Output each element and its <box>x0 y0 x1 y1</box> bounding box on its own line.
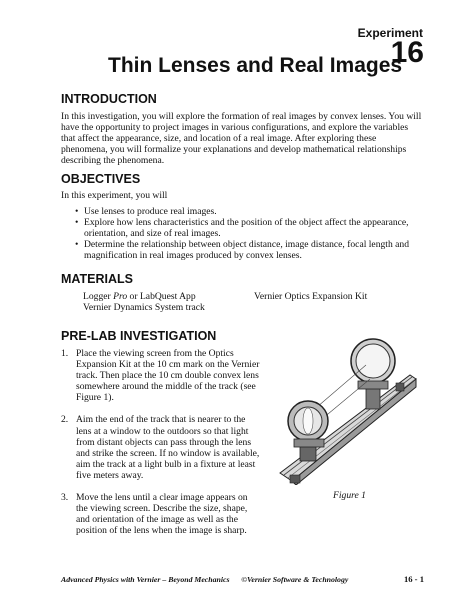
introduction-text: In this investigation, you will explore the formation of real images by convex lenses. You will have the opportunity to project images in various configurations, and explore the variables that affect the appearance, size, and location of a real image. After exploring these phenomena, you will formalize your explanations and develop mathematical relationships describing the phenomena. <box>61 111 422 167</box>
list-item: • Determine the relationship between object distance, image distance, focal length and magnification in real images produced by convex lenses. <box>75 239 409 262</box>
objective-text: Explore how lens characteristics and the position of the object affect the appearance, orientation, and size of real images. <box>84 217 409 240</box>
list-item <box>61 414 261 481</box>
step-number: 3. <box>61 492 69 504</box>
objectives-heading: OBJECTIVES <box>61 172 141 186</box>
step-number: 2. <box>61 414 69 426</box>
materials-heading: MATERIALS <box>61 272 133 286</box>
experiment-number: 16 <box>390 36 424 69</box>
footer-text: Advanced Physics with Vernier – Beyond Mechanics ©Vernier Software & Technology <box>61 575 349 584</box>
introduction-heading: INTRODUCTION <box>61 92 157 106</box>
page-title: Thin Lenses and Real Images <box>108 54 403 77</box>
optics-track-figure <box>270 335 420 485</box>
objectives-lead: In this experiment, you will <box>61 190 168 201</box>
list-item: • Explore how lens characteristics and the position of the object affect the appearance, orientation, and size of real images. <box>75 217 409 240</box>
list-item: • Use lenses to produce real images. <box>75 206 217 217</box>
page-number: 16 - 1 <box>403 574 424 584</box>
materials-item: Vernier Optics Expansion Kit <box>254 291 368 302</box>
step-number: 1. <box>61 348 69 359</box>
experiment-label: Experiment <box>357 26 423 40</box>
objectives-list <box>61 206 423 261</box>
materials-item: Logger Pro or LabQuest App <box>83 291 196 302</box>
objective-text: Use lenses to produce real images. <box>84 206 217 217</box>
materials-item: Vernier Dynamics System track <box>83 302 205 313</box>
figure-caption: Figure 1 <box>333 490 366 501</box>
prelab-heading: PRE-LAB INVESTIGATION <box>61 329 217 343</box>
step-text: Place the viewing screen from the Optics Expansion Kit at the 10 cm mark on the Vernier track. Then place the 10 cm double convex lens somewhere around the middle of the track (see Figure 1). <box>76 348 260 404</box>
list-item <box>61 492 261 536</box>
objective-text: Determine the relationship between object distance, image distance, focal length and magnification in real images produced by convex lenses. <box>84 239 409 262</box>
prelab-steps <box>61 348 261 536</box>
list-item <box>61 348 261 403</box>
step-text: Move the lens until a clear image appears on the viewing screen. Describe the size, shape, and orientation of the image as well as the position of the lens when the image is sharp. <box>76 492 248 537</box>
step-text: Aim the end of the track that is nearer to the lens at a window to the outdoors so that light from distant objects can pass through the lens and strike the screen. If no window is available, aim the track at a light bulb in a fixture at least five meters away. <box>76 414 260 481</box>
